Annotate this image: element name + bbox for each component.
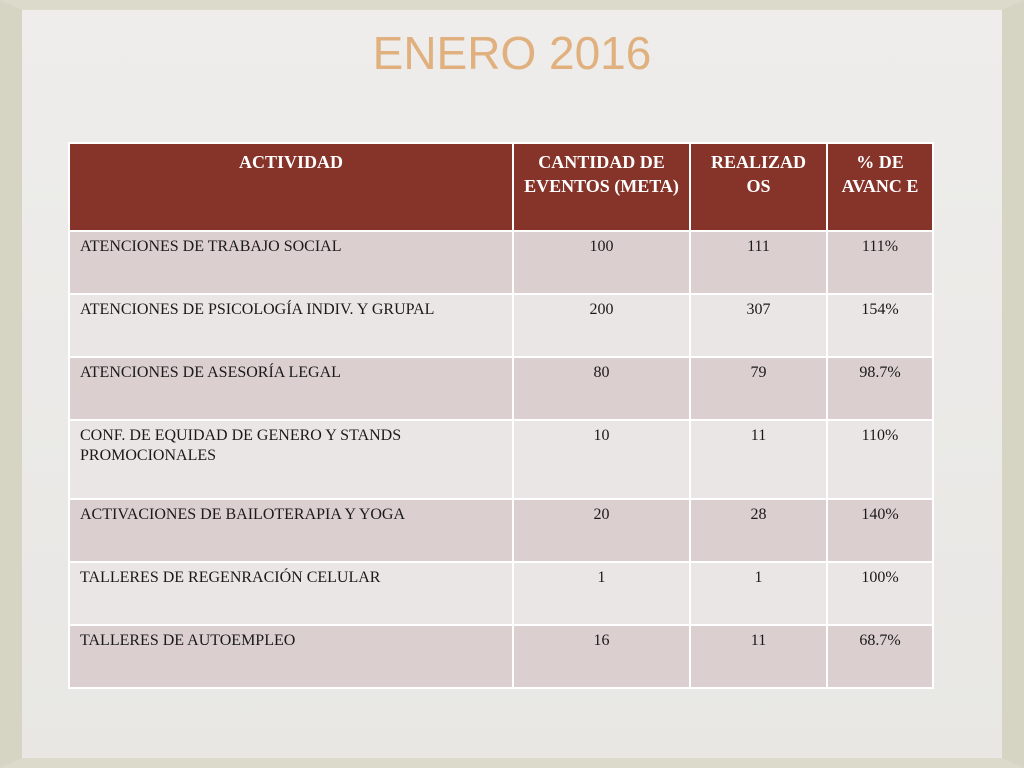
cell-avance: 98.7% — [827, 357, 933, 420]
cell-actividad: ATENCIONES DE TRABAJO SOCIAL — [69, 231, 513, 294]
table-row — [69, 499, 933, 562]
table-row — [69, 294, 933, 357]
cell-actividad: ATENCIONES DE ASESORÍA LEGAL — [69, 357, 513, 420]
header-meta: CANTIDAD DE EVENTOS (META) — [513, 143, 690, 231]
cell-realizados: 11 — [690, 625, 827, 688]
cell-actividad: CONF. DE EQUIDAD DE GENERO Y STANDS PROMOCIONALES — [69, 420, 513, 499]
table-row — [69, 562, 933, 625]
cell-avance: 154% — [827, 294, 933, 357]
cell-actividad: ACTIVACIONES DE BAILOTERAPIA Y YOGA — [69, 499, 513, 562]
table-row — [69, 625, 933, 688]
cell-realizados: 79 — [690, 357, 827, 420]
cell-realizados: 11 — [690, 420, 827, 499]
cell-realizados: 307 — [690, 294, 827, 357]
header-avance: % DE AVANC E — [827, 143, 933, 231]
table-row — [69, 231, 933, 294]
cell-avance: 100% — [827, 562, 933, 625]
cell-realizados: 111 — [690, 231, 827, 294]
cell-meta: 80 — [513, 357, 690, 420]
table-row — [69, 357, 933, 420]
activity-table — [68, 142, 934, 689]
table-row — [69, 420, 933, 499]
cell-avance: 110% — [827, 420, 933, 499]
cell-meta: 20 — [513, 499, 690, 562]
cell-meta: 1 — [513, 562, 690, 625]
slide-title: ENERO 2016 — [372, 27, 652, 79]
table-header-row — [69, 143, 933, 231]
cell-actividad: ATENCIONES DE PSICOLOGÍA INDIV. Y GRUPAL — [69, 294, 513, 357]
cell-avance: 140% — [827, 499, 933, 562]
cell-meta: 200 — [513, 294, 690, 357]
cell-realizados: 28 — [690, 499, 827, 562]
cell-meta: 100 — [513, 231, 690, 294]
header-actividad: ACTIVIDAD — [69, 143, 513, 231]
cell-realizados: 1 — [690, 562, 827, 625]
cell-avance: 111% — [827, 231, 933, 294]
cell-meta: 16 — [513, 625, 690, 688]
cell-meta: 10 — [513, 420, 690, 499]
cell-actividad: TALLERES DE REGENRACIÓN CELULAR — [69, 562, 513, 625]
cell-actividad: TALLERES DE AUTOEMPLEO — [69, 625, 513, 688]
cell-avance: 68.7% — [827, 625, 933, 688]
header-realizados: REALIZAD OS — [690, 143, 827, 231]
